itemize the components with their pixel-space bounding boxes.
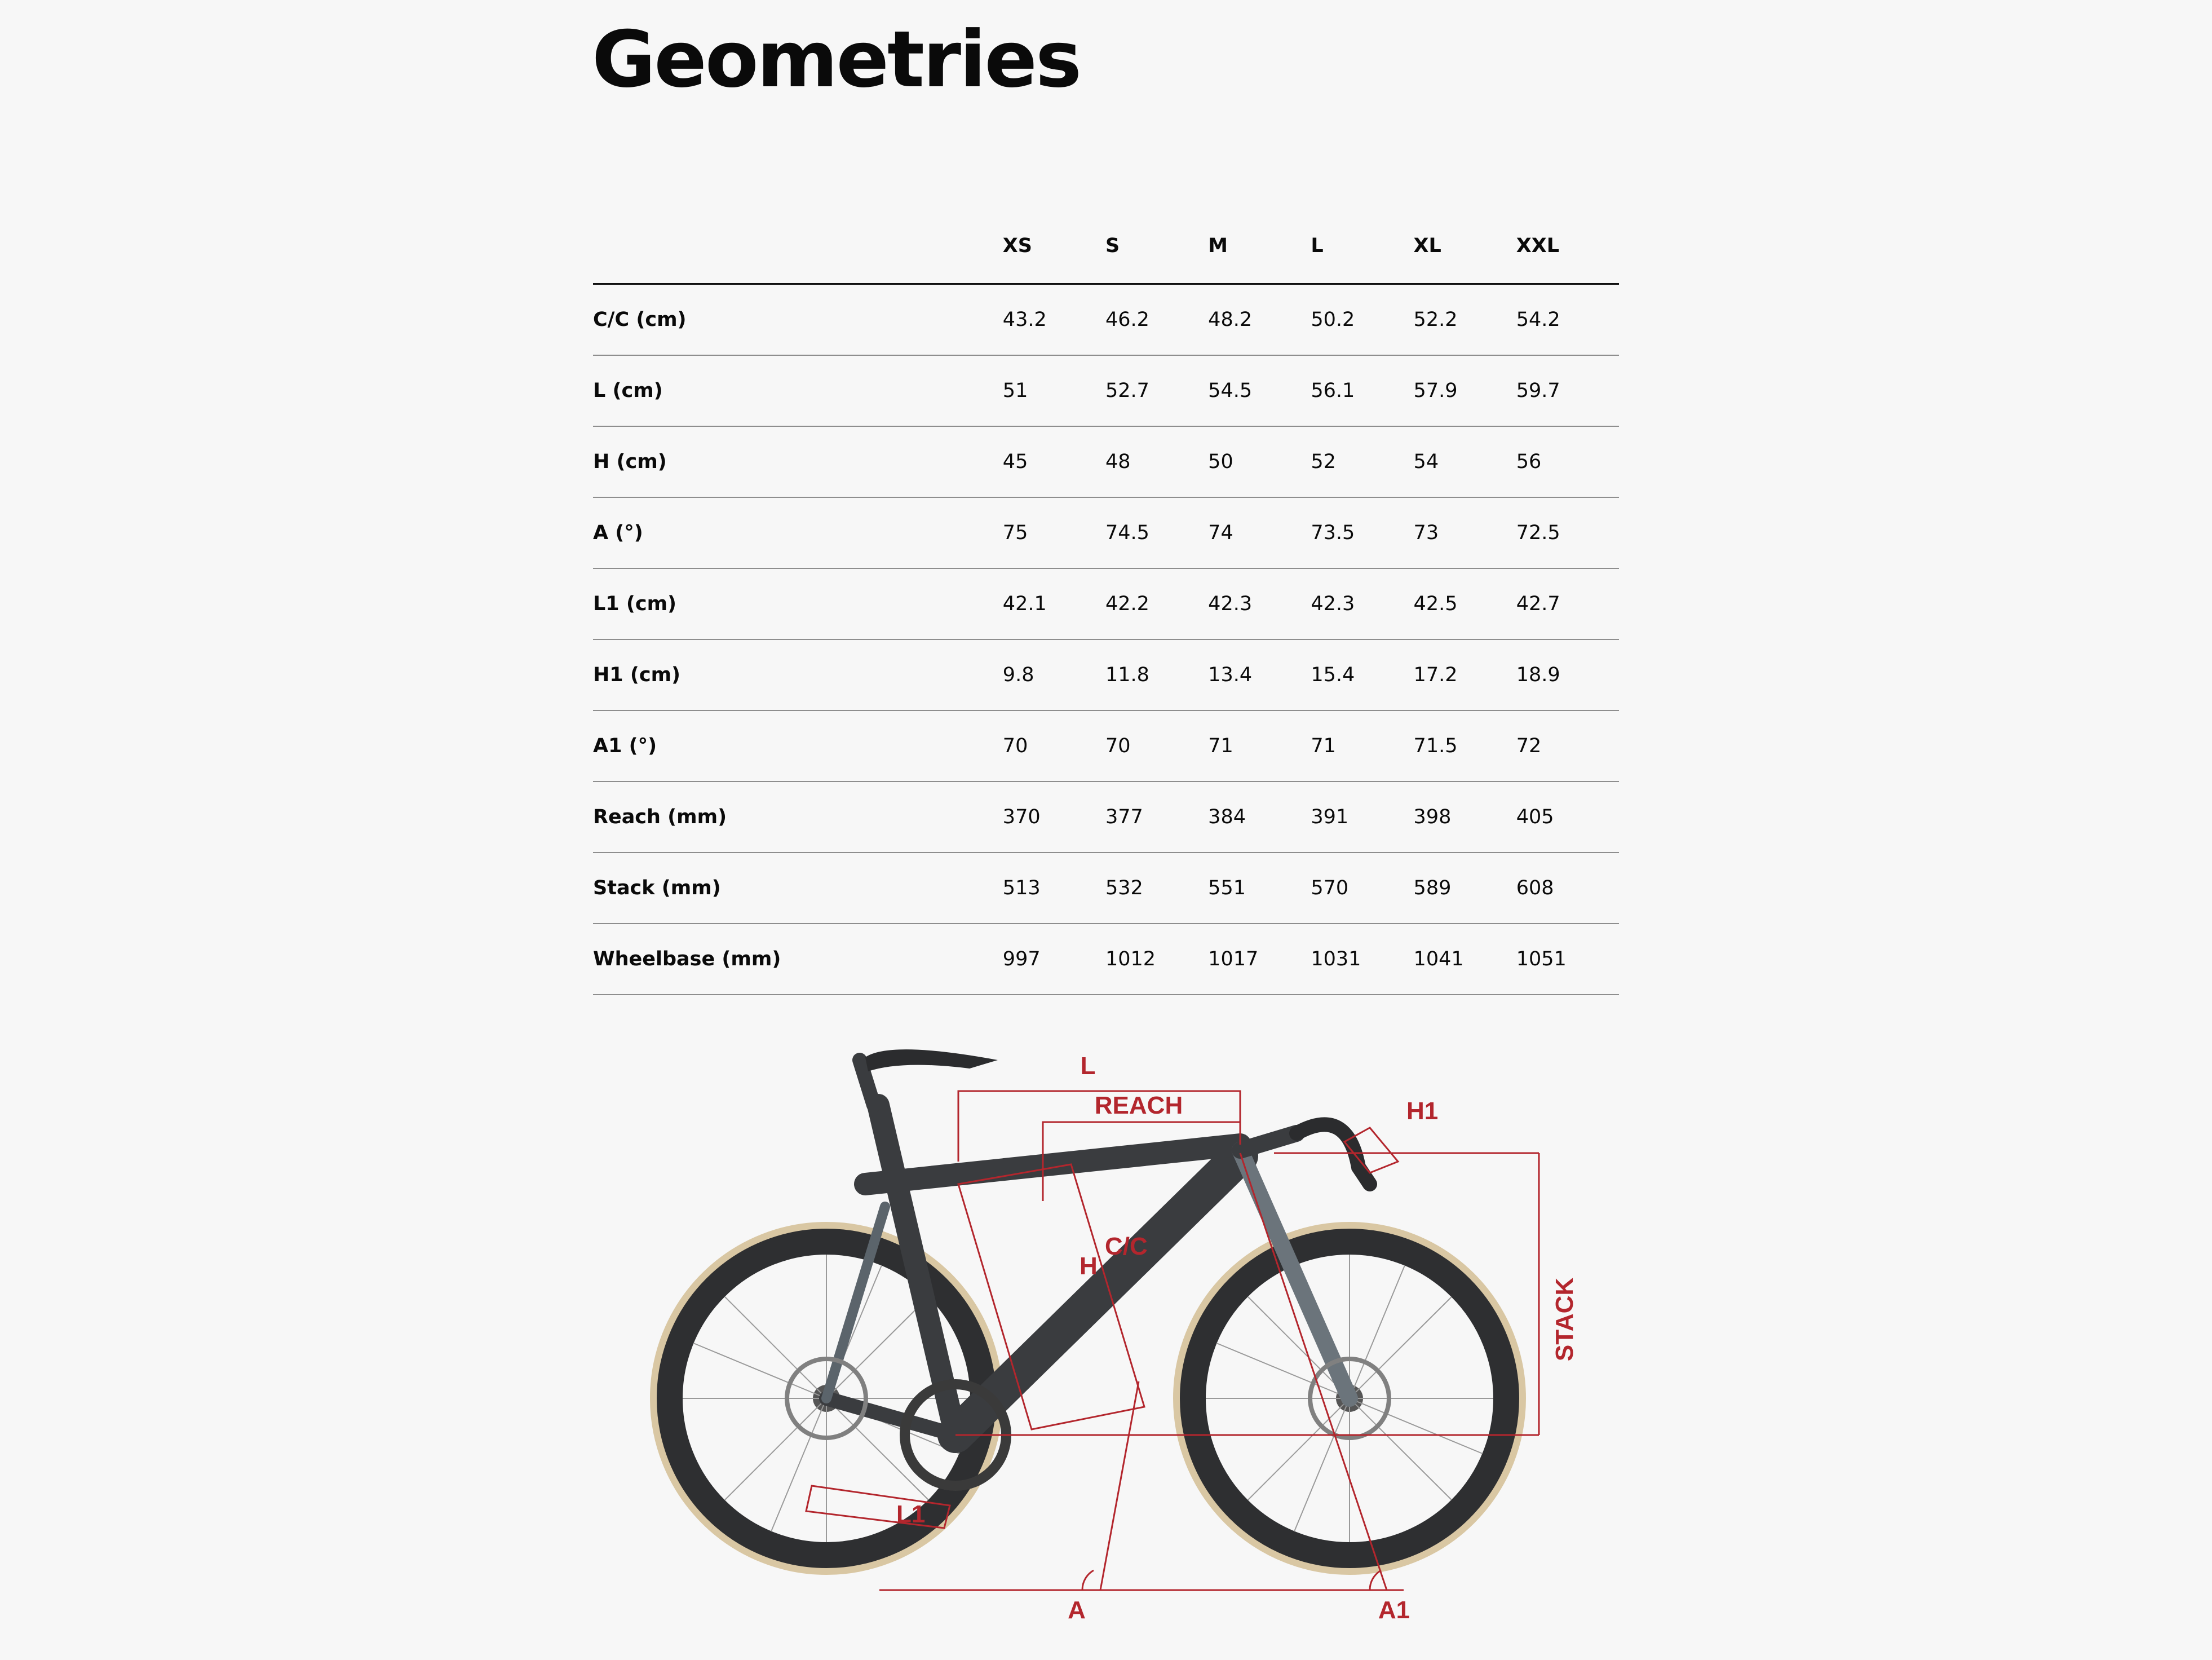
table-cell: 74.5 xyxy=(1105,522,1149,544)
table-cell: 1012 xyxy=(1105,948,1156,970)
table-cell: 608 xyxy=(1516,877,1554,899)
dim-label-h1: H1 xyxy=(1406,1097,1439,1125)
table-cell: 56.1 xyxy=(1311,379,1355,402)
bike-geometry-diagram xyxy=(643,1038,1601,1635)
row-label: C/C (cm) xyxy=(593,308,687,331)
table-cell: 42.3 xyxy=(1208,593,1253,615)
size-header: M xyxy=(1208,209,1311,284)
table-cell: 398 xyxy=(1413,806,1452,828)
table-cell: 42.5 xyxy=(1413,593,1458,615)
table-cell: 71 xyxy=(1311,735,1336,757)
dim-label-cc: C/C xyxy=(1105,1233,1148,1260)
table-cell: 377 xyxy=(1105,806,1143,828)
table-cell: 50.2 xyxy=(1311,308,1355,331)
table-cell: 70 xyxy=(1002,735,1028,757)
table-cell: 71.5 xyxy=(1413,735,1458,757)
table-cell: 13.4 xyxy=(1208,664,1253,686)
table-cell: 59.7 xyxy=(1516,379,1560,402)
size-header: XS xyxy=(1003,209,1105,284)
table-cell: 42.1 xyxy=(1002,593,1047,615)
dim-label-reach: REACH xyxy=(1094,1092,1183,1119)
table-cell: 45 xyxy=(1002,451,1028,473)
geometry-table xyxy=(593,209,1619,995)
row-label: Reach (mm) xyxy=(593,806,727,828)
table-cell: 513 xyxy=(1002,877,1041,899)
table-cell: 17.2 xyxy=(1413,664,1458,686)
size-header: L xyxy=(1311,209,1413,284)
table-cell: 11.8 xyxy=(1105,664,1149,686)
table-cell: 997 xyxy=(1002,948,1041,970)
dim-label-stack: STACK xyxy=(1551,1277,1578,1362)
row-label: Wheelbase (mm) xyxy=(593,948,781,970)
table-cell: 51 xyxy=(1002,379,1028,402)
table-row xyxy=(593,284,1619,356)
row-label: A1 (°) xyxy=(593,735,657,757)
table-cell: 73.5 xyxy=(1311,522,1355,544)
table-cell: 54.2 xyxy=(1516,308,1560,331)
row-label: H (cm) xyxy=(593,451,667,473)
table-row xyxy=(593,639,1619,710)
table-cell: 52 xyxy=(1311,451,1336,473)
row-label: A (°) xyxy=(593,522,643,544)
table-cell: 15.4 xyxy=(1311,664,1355,686)
table-cell: 1017 xyxy=(1208,948,1259,970)
table-row xyxy=(593,924,1619,995)
table-cell: 570 xyxy=(1311,877,1349,899)
table-cell: 57.9 xyxy=(1413,379,1458,402)
table-cell: 72 xyxy=(1516,735,1542,757)
table-cell: 71 xyxy=(1208,735,1233,757)
table-cell: 18.9 xyxy=(1516,664,1560,686)
table-cell: 384 xyxy=(1208,806,1246,828)
table-cell: 43.2 xyxy=(1002,308,1047,331)
saddle xyxy=(865,1049,998,1071)
table-cell: 75 xyxy=(1002,522,1028,544)
dim-label-a: A xyxy=(1068,1596,1086,1624)
dim-label-l1: L1 xyxy=(896,1500,926,1528)
dim-label-l: L xyxy=(1080,1052,1096,1080)
table-cell: 46.2 xyxy=(1105,308,1149,331)
table-row xyxy=(593,497,1619,568)
row-label: H1 (cm) xyxy=(593,664,681,686)
size-header: S xyxy=(1105,209,1208,284)
table-cell: 370 xyxy=(1002,806,1041,828)
table-cell: 405 xyxy=(1516,806,1554,828)
table-body xyxy=(593,284,1619,995)
table-cell: 532 xyxy=(1105,877,1143,899)
table-header-row xyxy=(593,209,1619,284)
table-cell: 589 xyxy=(1413,877,1452,899)
table-cell: 9.8 xyxy=(1002,664,1034,686)
table-row xyxy=(593,355,1619,426)
table-row xyxy=(593,782,1619,853)
table-cell: 48 xyxy=(1105,451,1131,473)
row-label: L1 (cm) xyxy=(593,593,677,615)
table-cell: 1051 xyxy=(1516,948,1567,970)
row-label: L (cm) xyxy=(593,379,663,402)
table-cell: 391 xyxy=(1311,806,1349,828)
page-title: Geometries xyxy=(592,14,1081,105)
table-cell: 72.5 xyxy=(1516,522,1560,544)
table-row xyxy=(593,426,1619,497)
table-cell: 54.5 xyxy=(1208,379,1253,402)
table-cell: 42.3 xyxy=(1311,593,1355,615)
table-cell: 52.2 xyxy=(1413,308,1458,331)
table-row xyxy=(593,710,1619,782)
table-header-blank xyxy=(593,209,1003,284)
table-cell: 50 xyxy=(1208,451,1233,473)
table-cell: 70 xyxy=(1105,735,1131,757)
table-cell: 73 xyxy=(1413,522,1439,544)
table-cell: 54 xyxy=(1413,451,1439,473)
dim-label-h: H xyxy=(1080,1252,1098,1280)
table-cell: 52.7 xyxy=(1105,379,1149,402)
table-row xyxy=(593,568,1619,639)
dim-label-a1: A1 xyxy=(1378,1596,1410,1624)
table-cell: 42.2 xyxy=(1105,593,1149,615)
row-label: Stack (mm) xyxy=(593,877,721,899)
table-cell: 1031 xyxy=(1311,948,1361,970)
size-header: XL xyxy=(1414,209,1516,284)
size-header: XXL xyxy=(1516,209,1619,284)
table-cell: 42.7 xyxy=(1516,593,1560,615)
table-cell: 551 xyxy=(1208,877,1246,899)
table-row xyxy=(593,853,1619,924)
table-cell: 48.2 xyxy=(1208,308,1253,331)
table-cell: 56 xyxy=(1516,451,1542,473)
table-cell: 74 xyxy=(1208,522,1233,544)
table-cell: 1041 xyxy=(1413,948,1464,970)
